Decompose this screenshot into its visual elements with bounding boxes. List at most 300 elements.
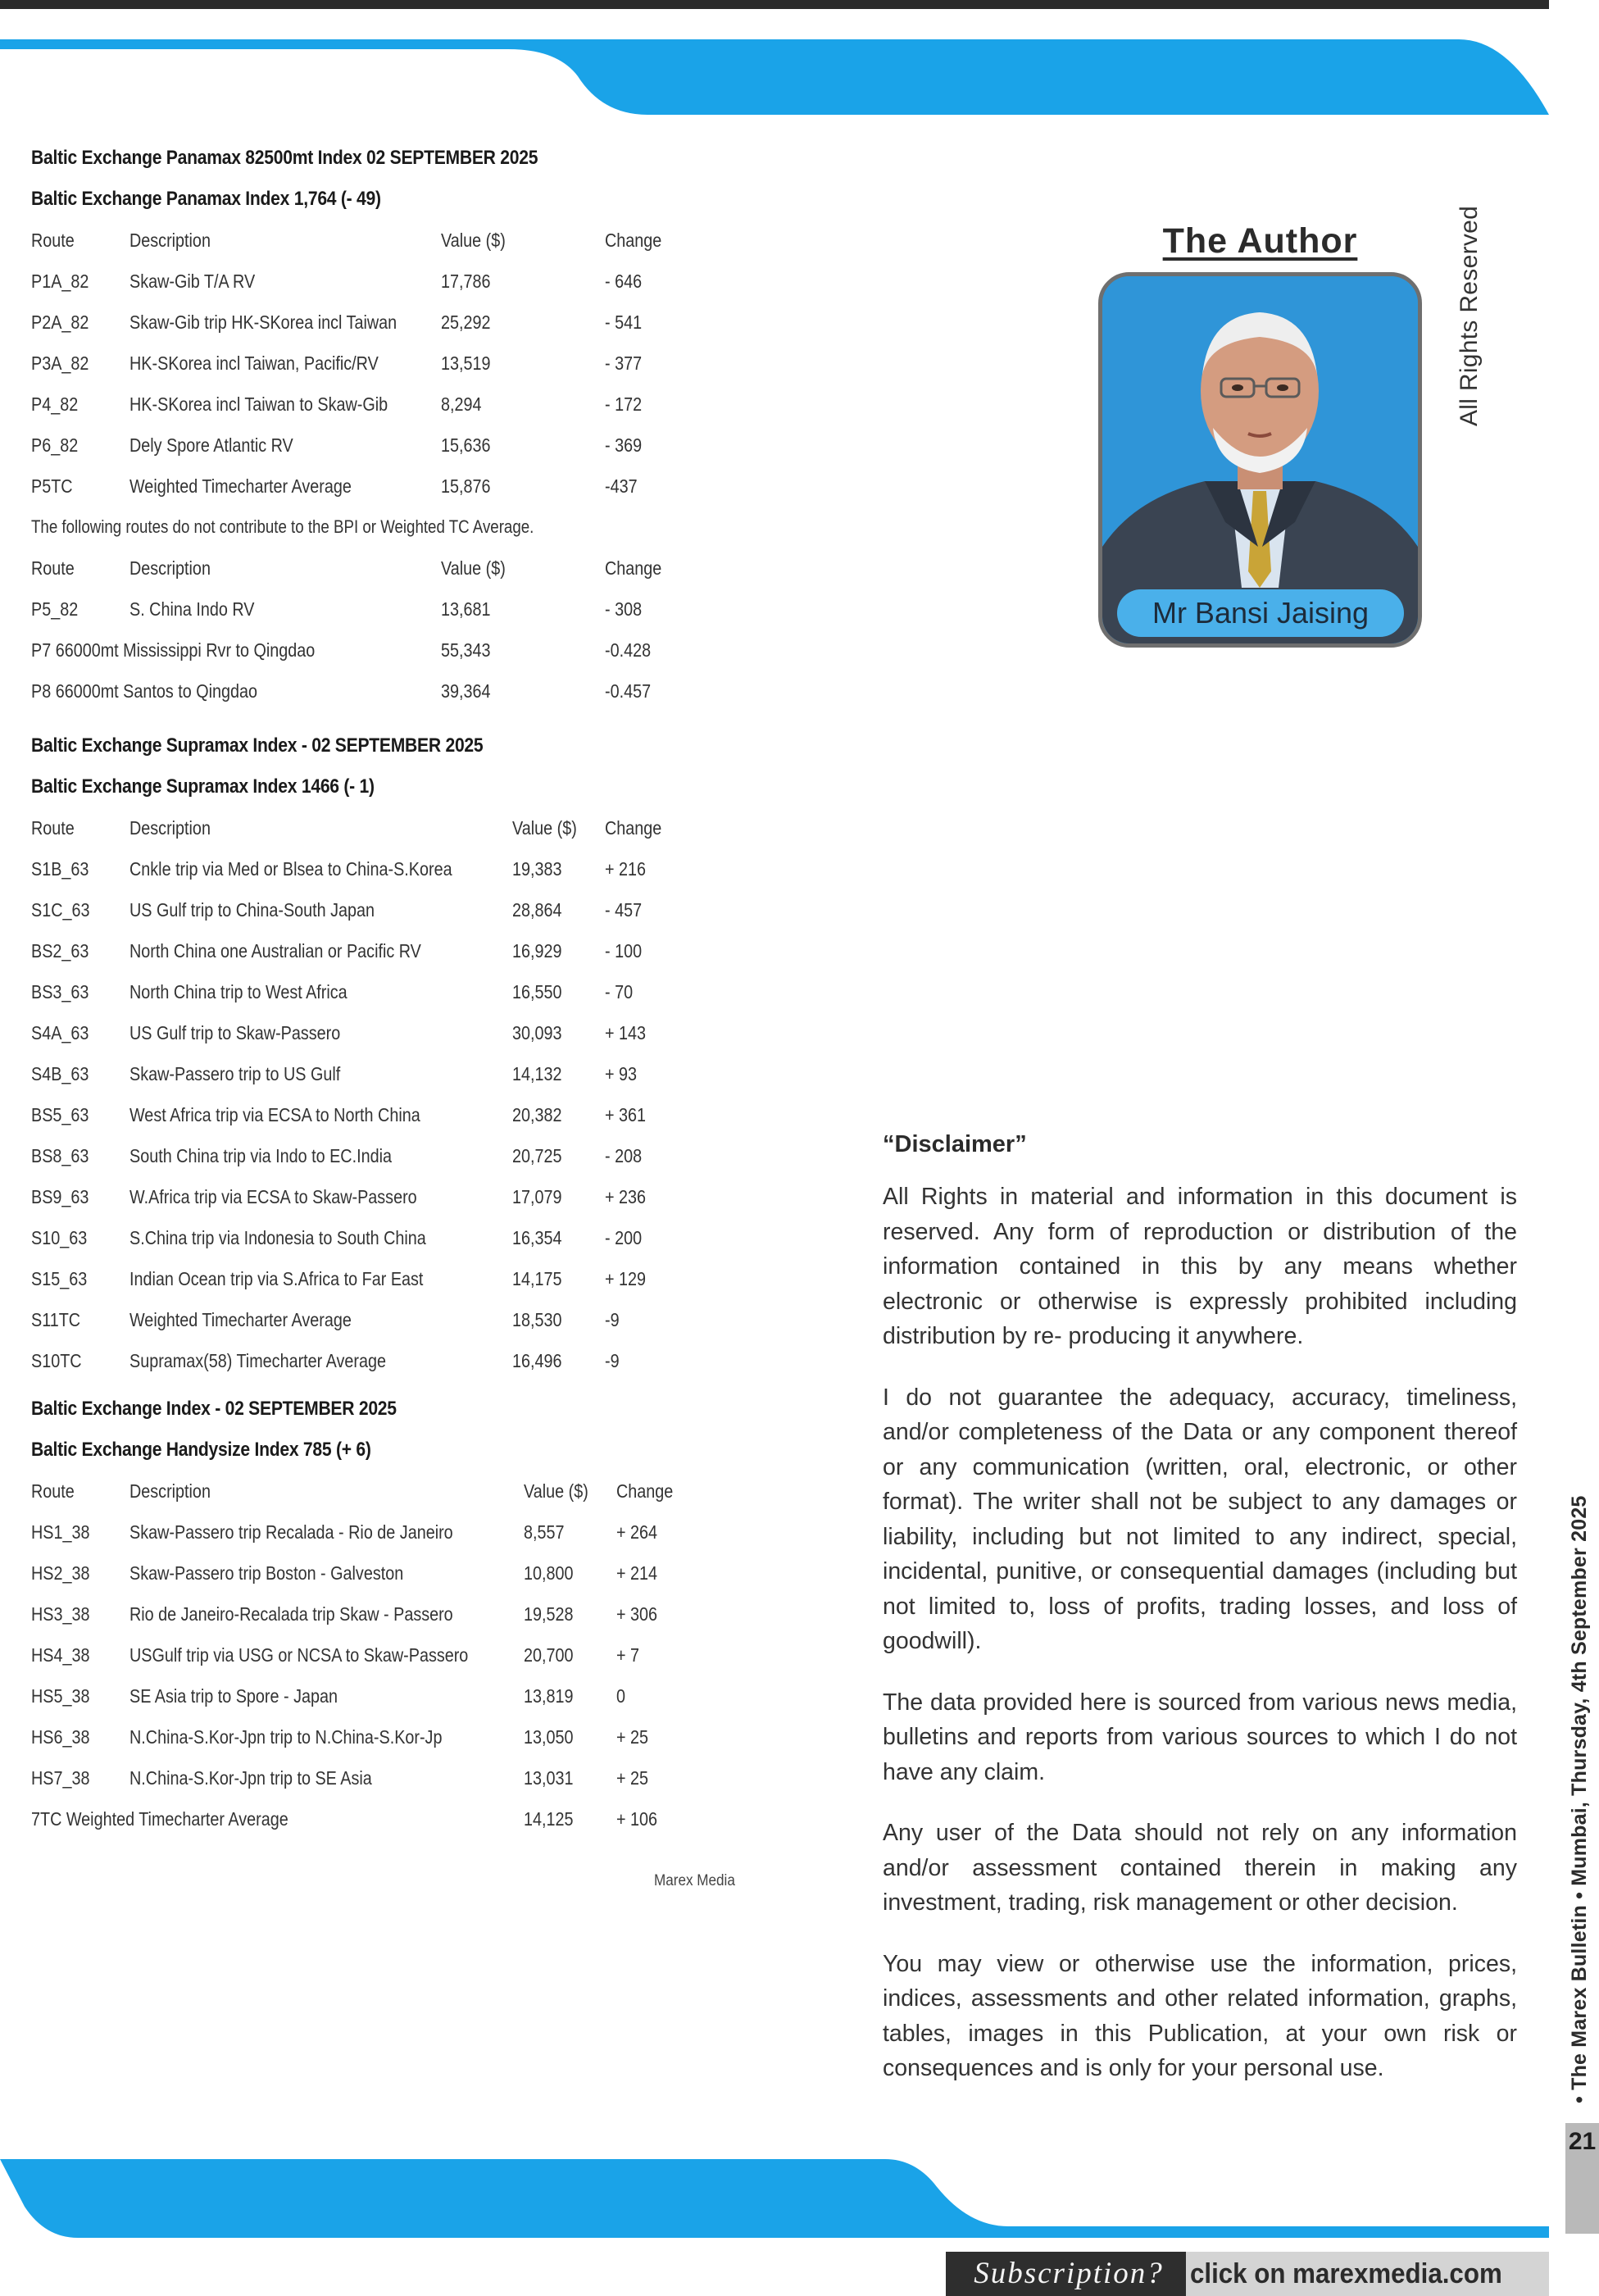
- cell-text: BS3_63: [31, 980, 89, 1003]
- cell-text: BS2_63: [31, 939, 89, 962]
- table-row: [31, 1340, 703, 1381]
- cell-text: + 214: [616, 1562, 657, 1584]
- cell-text: 13,031: [523, 1766, 574, 1789]
- top-dark-bar: [0, 0, 1549, 9]
- table-row: [31, 466, 703, 507]
- table-cell: [31, 343, 129, 384]
- table-cell: [31, 1176, 129, 1217]
- table-row: [31, 1553, 715, 1594]
- table-cell: [31, 1757, 129, 1798]
- cell-text: 14,125: [523, 1807, 574, 1830]
- table-cell: [31, 971, 129, 1012]
- cell-text: P2A_82: [31, 311, 89, 333]
- cell-text: West Africa trip via ECSA to North China: [129, 1103, 420, 1125]
- cell-text: 8,294: [441, 393, 482, 415]
- table-cell: [605, 630, 703, 671]
- cell-text: -9: [605, 1349, 620, 1371]
- table-cell: [605, 1299, 703, 1340]
- table-cell: [605, 1258, 703, 1299]
- table-cell: [605, 1053, 703, 1094]
- table-cell: [605, 425, 703, 466]
- table-cell: [605, 1340, 703, 1381]
- supramax-subtitle: Baltic Exchange Supramax Index 1466 (- 1): [31, 775, 375, 798]
- table-cell: [441, 302, 605, 343]
- cell-text: - 208: [605, 1144, 643, 1166]
- cell-text: -9: [605, 1308, 620, 1330]
- cell-text: 13,050: [523, 1725, 574, 1748]
- table-cell: [605, 1135, 703, 1176]
- table-cell: [512, 889, 605, 930]
- cell-text: 16,550: [512, 980, 562, 1003]
- cell-text: + 25: [616, 1725, 648, 1748]
- cell-text: S1C_63: [31, 898, 90, 921]
- table-cell: [512, 930, 605, 971]
- table-cell: [129, 1258, 512, 1299]
- table-cell: [605, 1012, 703, 1053]
- cell-text: North China trip to West Africa: [129, 980, 348, 1003]
- cell-text: HS6_38: [31, 1725, 90, 1748]
- cell-text: BS5_63: [31, 1103, 89, 1125]
- handysize-table: [31, 1471, 715, 1839]
- cell-text: P4_82: [31, 393, 79, 415]
- panamax-title: Baltic Exchange Panamax 82500mt Index 02 SEPTEMBER 2025: [31, 147, 538, 169]
- table-cell: [441, 343, 605, 384]
- header-route: [31, 548, 129, 589]
- cell-text: N.China-S.Kor-Jpn trip to N.China-S.Kor-Jp: [129, 1725, 443, 1748]
- table-cell: [512, 848, 605, 889]
- author-portrait: [1098, 272, 1422, 648]
- cell-text: S. China Indo RV: [129, 598, 255, 620]
- table-cell: [512, 1053, 605, 1094]
- table-row: [31, 971, 703, 1012]
- table-cell: [616, 1512, 715, 1553]
- table-cell: [129, 1012, 512, 1053]
- table-cell: [31, 889, 129, 930]
- cell-text: SE Asia trip to Spore - Japan: [129, 1684, 338, 1707]
- table-cell: [512, 1176, 605, 1217]
- all-rights-reserved-label: All Rights Reserved: [1456, 205, 1483, 426]
- disclaimer-paragraph: All Rights in material and information in this document is reserved. Any form of reproduction or distribution of the information contained in this by any means whether electronic or otherwise is expressly prohibited including distribution by re- producing it anywhere.: [883, 1184, 1517, 1349]
- cell-text: + 216: [605, 857, 647, 880]
- table-cell: [31, 589, 129, 630]
- cell-text: 30,093: [512, 1021, 562, 1043]
- cell-text: US Gulf trip to Skaw-Passero: [129, 1021, 341, 1043]
- cell-text: S4A_63: [31, 1021, 89, 1043]
- table-cell: [31, 1053, 129, 1094]
- cell-text: 14,132: [512, 1062, 562, 1084]
- cell-text: Value ($): [523, 1480, 588, 1502]
- cell-text: Supramax(58) Timecharter Average: [129, 1349, 386, 1371]
- cell-text: Value ($): [441, 557, 506, 579]
- table-cell: [605, 1176, 703, 1217]
- table-cell: [31, 1512, 129, 1553]
- header-change: [605, 220, 703, 261]
- table-cell: [441, 671, 605, 712]
- cell-text: Description: [129, 557, 211, 579]
- cell-text: 17,079: [512, 1185, 562, 1207]
- table-cell: [512, 1217, 605, 1258]
- table-row: [31, 1258, 703, 1299]
- table-row: [31, 1094, 703, 1135]
- table-cell: [616, 1757, 715, 1798]
- cell-text: S10TC: [31, 1349, 82, 1371]
- table-cell: [524, 1675, 616, 1716]
- cell-text: 39,364: [441, 680, 491, 702]
- table-cell: [31, 1299, 129, 1340]
- table-cell: [129, 1094, 512, 1135]
- cell-text: + 106: [616, 1807, 657, 1830]
- cell-text: S1B_63: [31, 857, 89, 880]
- disclaimer-paragraph: The data provided here is sourced from various news media, bulletins and reports from various sources to which I do not have any claim.: [883, 1689, 1517, 1785]
- table-cell: [129, 1217, 512, 1258]
- cell-text: - 100: [605, 939, 643, 962]
- disclaimer-section: [883, 1131, 1517, 2112]
- cell-text: Skaw-Passero trip Boston - Galveston: [129, 1562, 404, 1584]
- table-cell: [616, 1675, 715, 1716]
- cell-text: Change: [605, 229, 662, 251]
- table-row: [31, 261, 703, 302]
- cell-text: Route: [31, 1480, 75, 1502]
- table-cell: [31, 1012, 129, 1053]
- header-value: [524, 1471, 616, 1512]
- disclaimer-paragraph: You may view or otherwise use the information, prices, indices, assessments and other related information, graphs, tables, images in this Publication, at your own risk or consequences and is only for your personal use.: [883, 1950, 1517, 2081]
- cell-text: + 7: [616, 1644, 639, 1666]
- header-value: [512, 807, 605, 848]
- table-header-row: [31, 1471, 715, 1512]
- disclaimer-paragraph: Any user of the Data should not rely on any information and/or assessment contained therein in making any investment, trading, risk management or other decision.: [883, 1820, 1517, 1916]
- cell-text: P7 66000mt Mississippi Rvr to Qingdao: [31, 639, 316, 661]
- cell-text: -0.457: [605, 680, 652, 702]
- table-cell: [129, 589, 441, 630]
- cell-text: -437: [605, 475, 638, 497]
- cell-text: S11TC: [31, 1308, 81, 1330]
- cell-text: - 70: [605, 980, 634, 1003]
- table-cell: [31, 1094, 129, 1135]
- table-row: [31, 1716, 715, 1757]
- table-cell: [31, 1135, 129, 1176]
- cell-text: Dely Spore Atlantic RV: [129, 434, 293, 456]
- table-row: [31, 1798, 715, 1839]
- cell-text: Weighted Timecharter Average: [129, 1308, 352, 1330]
- panamax-subtitle: Baltic Exchange Panamax Index 1,764 (- 49): [31, 188, 381, 210]
- author-name: Mr Bansi Jaising: [1117, 589, 1404, 637]
- table-row: [31, 1012, 703, 1053]
- cell-text: W.Africa trip via ECSA to Skaw-Passero: [129, 1185, 417, 1207]
- cell-text: + 129: [605, 1267, 647, 1289]
- subscription-link[interactable]: click on marexmedia.com: [1190, 2258, 1502, 2289]
- panamax-table: [31, 220, 703, 507]
- table-cell: [441, 589, 605, 630]
- cell-text: South China trip via Indo to EC.India: [129, 1144, 392, 1166]
- table-cell: [441, 630, 605, 671]
- cell-text: 0: [616, 1684, 625, 1707]
- table-cell: [31, 671, 441, 712]
- header-change: [616, 1471, 715, 1512]
- header-change: [605, 807, 703, 848]
- table-cell: [129, 1299, 512, 1340]
- table-cell: [31, 261, 129, 302]
- cell-text: HS7_38: [31, 1766, 90, 1789]
- table-cell: [616, 1594, 715, 1634]
- table-row: [31, 1135, 703, 1176]
- cell-text: HS5_38: [31, 1684, 90, 1707]
- cell-text: 7TC Weighted Timecharter Average: [31, 1807, 288, 1830]
- table-cell: [31, 384, 129, 425]
- cell-text: 19,528: [523, 1603, 574, 1625]
- cell-text: Route: [31, 557, 75, 579]
- table-cell: [129, 343, 441, 384]
- table-cell: [512, 1258, 605, 1299]
- non-contributing-note: The following routes do not contribute to the BPI or Weighted TC Average.: [31, 516, 534, 537]
- cell-text: 13,681: [441, 598, 491, 620]
- cell-text: Skaw-Passero trip to US Gulf: [129, 1062, 341, 1084]
- cell-text: HS3_38: [31, 1603, 90, 1625]
- bulletin-side-label: • The Marex Bulletin • Mumbai, Thursday, 4th September 2025: [1568, 1495, 1591, 2103]
- cell-text: S15_63: [31, 1267, 88, 1289]
- table-cell: [129, 1512, 524, 1553]
- table-cell: [524, 1512, 616, 1553]
- table-cell: [605, 589, 703, 630]
- cell-text: 13,519: [441, 352, 491, 374]
- cell-text: P5TC: [31, 475, 73, 497]
- cell-text: HS1_38: [31, 1521, 90, 1543]
- cell-text: 15,636: [441, 434, 491, 456]
- table-cell: [129, 261, 441, 302]
- table-cell: [616, 1634, 715, 1675]
- header-route: [31, 807, 129, 848]
- cell-text: Skaw-Passero trip Recalada - Rio de Janeiro: [129, 1521, 453, 1543]
- cell-text: 16,929: [512, 939, 562, 962]
- header-description: [129, 220, 441, 261]
- table-cell: [129, 425, 441, 466]
- table-cell: [441, 261, 605, 302]
- header-description: [129, 1471, 524, 1512]
- table-cell: [129, 1634, 524, 1675]
- cell-text: P3A_82: [31, 352, 89, 374]
- cell-text: - 200: [605, 1226, 643, 1248]
- cell-text: - 541: [605, 311, 643, 333]
- table-header-row: [31, 548, 703, 589]
- table-cell: [31, 425, 129, 466]
- cell-text: Indian Ocean trip via S.Africa to Far East: [129, 1267, 424, 1289]
- author-photo-illustration: [1102, 276, 1418, 643]
- table-cell: [31, 1798, 524, 1839]
- cell-text: + 264: [616, 1521, 657, 1543]
- table-cell: [31, 1340, 129, 1381]
- cell-text: S.China trip via Indonesia to South China: [129, 1226, 426, 1248]
- table-row: [31, 1512, 715, 1553]
- table-cell: [524, 1757, 616, 1798]
- table-cell: [129, 1594, 524, 1634]
- header-value: [441, 220, 605, 261]
- table-cell: [129, 1340, 512, 1381]
- cell-text: Route: [31, 229, 75, 251]
- table-cell: [605, 930, 703, 971]
- cell-text: Skaw-Gib trip HK-SKorea incl Taiwan: [129, 311, 397, 333]
- table-cell: [441, 384, 605, 425]
- table-cell: [605, 343, 703, 384]
- bottom-blue-banner: [0, 2159, 1549, 2238]
- cell-text: P1A_82: [31, 270, 89, 292]
- cell-text: BS9_63: [31, 1185, 89, 1207]
- table-row: [31, 1053, 703, 1094]
- header-route: [31, 1471, 129, 1512]
- table-row: [31, 384, 703, 425]
- table-row: [31, 302, 703, 343]
- cell-text: 18,530: [512, 1308, 562, 1330]
- table-cell: [129, 1675, 524, 1716]
- table-cell: [512, 971, 605, 1012]
- cell-text: P8 66000mt Santos to Qingdao: [31, 680, 258, 702]
- cell-text: 16,496: [512, 1349, 562, 1371]
- cell-text: + 25: [616, 1766, 648, 1789]
- cell-text: + 306: [616, 1603, 657, 1625]
- cell-text: S10_63: [31, 1226, 88, 1248]
- cell-text: HS2_38: [31, 1562, 90, 1584]
- table-cell: [605, 848, 703, 889]
- table-cell: [31, 1553, 129, 1594]
- cell-text: 14,175: [512, 1267, 562, 1289]
- table-cell: [129, 384, 441, 425]
- cell-text: Skaw-Gib T/A RV: [129, 270, 256, 292]
- table-cell: [129, 1176, 512, 1217]
- table-cell: [31, 1716, 129, 1757]
- table-cell: [512, 1299, 605, 1340]
- table-cell: [129, 930, 512, 971]
- table-cell: [129, 466, 441, 507]
- page-number: 21: [1568, 2128, 1597, 2155]
- table-cell: [605, 384, 703, 425]
- table-cell: [524, 1716, 616, 1757]
- table-cell: [512, 1135, 605, 1176]
- table-row: [31, 630, 703, 671]
- cell-text: 13,819: [523, 1684, 574, 1707]
- cell-text: 20,700: [523, 1644, 574, 1666]
- table-cell: [616, 1553, 715, 1594]
- table-row: [31, 1176, 703, 1217]
- table-cell: [31, 302, 129, 343]
- cell-text: Cnkle trip via Med or Blsea to China-S.Korea: [129, 857, 452, 880]
- cell-text: 16,354: [512, 1226, 562, 1248]
- cell-text: - 308: [605, 598, 643, 620]
- cell-text: BS8_63: [31, 1144, 89, 1166]
- cell-text: 20,725: [512, 1144, 562, 1166]
- cell-text: 25,292: [441, 311, 491, 333]
- cell-text: + 361: [605, 1103, 647, 1125]
- cell-text: Change: [605, 816, 662, 839]
- cell-text: - 646: [605, 270, 643, 292]
- cell-text: 10,800: [523, 1562, 574, 1584]
- cell-text: Change: [605, 557, 662, 579]
- table-cell: [441, 466, 605, 507]
- supramax-title: Baltic Exchange Supramax Index - 02 SEPTEMBER 2025: [31, 734, 484, 757]
- table-cell: [31, 1217, 129, 1258]
- table-cell: [512, 1012, 605, 1053]
- table-cell: [129, 971, 512, 1012]
- table-cell: [605, 671, 703, 712]
- cell-text: HK-SKorea incl Taiwan to Skaw-Gib: [129, 393, 388, 415]
- table-cell: [616, 1798, 715, 1839]
- cell-text: US Gulf trip to China-South Japan: [129, 898, 375, 921]
- table-row: [31, 1634, 715, 1675]
- cell-text: HS4_38: [31, 1644, 90, 1666]
- table-cell: [524, 1594, 616, 1634]
- table-cell: [129, 1716, 524, 1757]
- cell-text: + 236: [605, 1185, 647, 1207]
- table-cell: [129, 889, 512, 930]
- cell-text: - 369: [605, 434, 643, 456]
- cell-text: 17,786: [441, 270, 491, 292]
- table-cell: [129, 1135, 512, 1176]
- table-cell: [129, 1757, 524, 1798]
- table-cell: [129, 1053, 512, 1094]
- header-description: [129, 807, 512, 848]
- table-cell: [129, 1553, 524, 1594]
- index-tables: [31, 138, 752, 1839]
- table-cell: [605, 261, 703, 302]
- table-cell: [441, 425, 605, 466]
- table-cell: [31, 630, 441, 671]
- table-row: [31, 1299, 703, 1340]
- handysize-title: Baltic Exchange Index - 02 SEPTEMBER 2025: [31, 1398, 397, 1420]
- table-cell: [31, 1258, 129, 1299]
- table-cell: [31, 1675, 129, 1716]
- supramax-table: [31, 807, 703, 1381]
- cell-text: + 143: [605, 1021, 647, 1043]
- table-header-row: [31, 807, 703, 848]
- table-row: [31, 1217, 703, 1258]
- cell-text: 8,557: [523, 1521, 565, 1543]
- table-row: [31, 848, 703, 889]
- table-cell: [524, 1798, 616, 1839]
- table-cell: [512, 1094, 605, 1135]
- table-row: [31, 889, 703, 930]
- cell-text: P6_82: [31, 434, 79, 456]
- cell-text: P5_82: [31, 598, 79, 620]
- table-cell: [605, 466, 703, 507]
- table-row: [31, 425, 703, 466]
- table-row: [31, 1675, 715, 1716]
- top-blue-banner: [0, 39, 1549, 115]
- table-row: [31, 930, 703, 971]
- table-cell: [31, 848, 129, 889]
- cell-text: Change: [616, 1480, 673, 1502]
- cell-text: Weighted Timecharter Average: [129, 475, 352, 497]
- table-row: [31, 1594, 715, 1634]
- cell-text: 55,343: [441, 639, 491, 661]
- header-route: [31, 220, 129, 261]
- disclaimer-title: “Disclaimer”: [883, 1131, 1027, 1157]
- table-cell: [31, 1634, 129, 1675]
- author-heading: The Author: [1162, 221, 1358, 261]
- marex-media-credit: Marex Media: [654, 1872, 735, 1889]
- cell-text: - 172: [605, 393, 643, 415]
- cell-text: Value ($): [512, 816, 577, 839]
- table-cell: [605, 889, 703, 930]
- cell-text: -0.428: [605, 639, 652, 661]
- table-cell: [605, 302, 703, 343]
- table-cell: [512, 1340, 605, 1381]
- table-cell: [605, 971, 703, 1012]
- table-cell: [31, 930, 129, 971]
- cell-text: Description: [129, 229, 211, 251]
- table-cell: [129, 848, 512, 889]
- header-description: [129, 548, 441, 589]
- cell-text: North China one Australian or Pacific RV: [129, 939, 421, 962]
- table-row: [31, 671, 703, 712]
- table-row: [31, 589, 703, 630]
- cell-text: - 377: [605, 352, 643, 374]
